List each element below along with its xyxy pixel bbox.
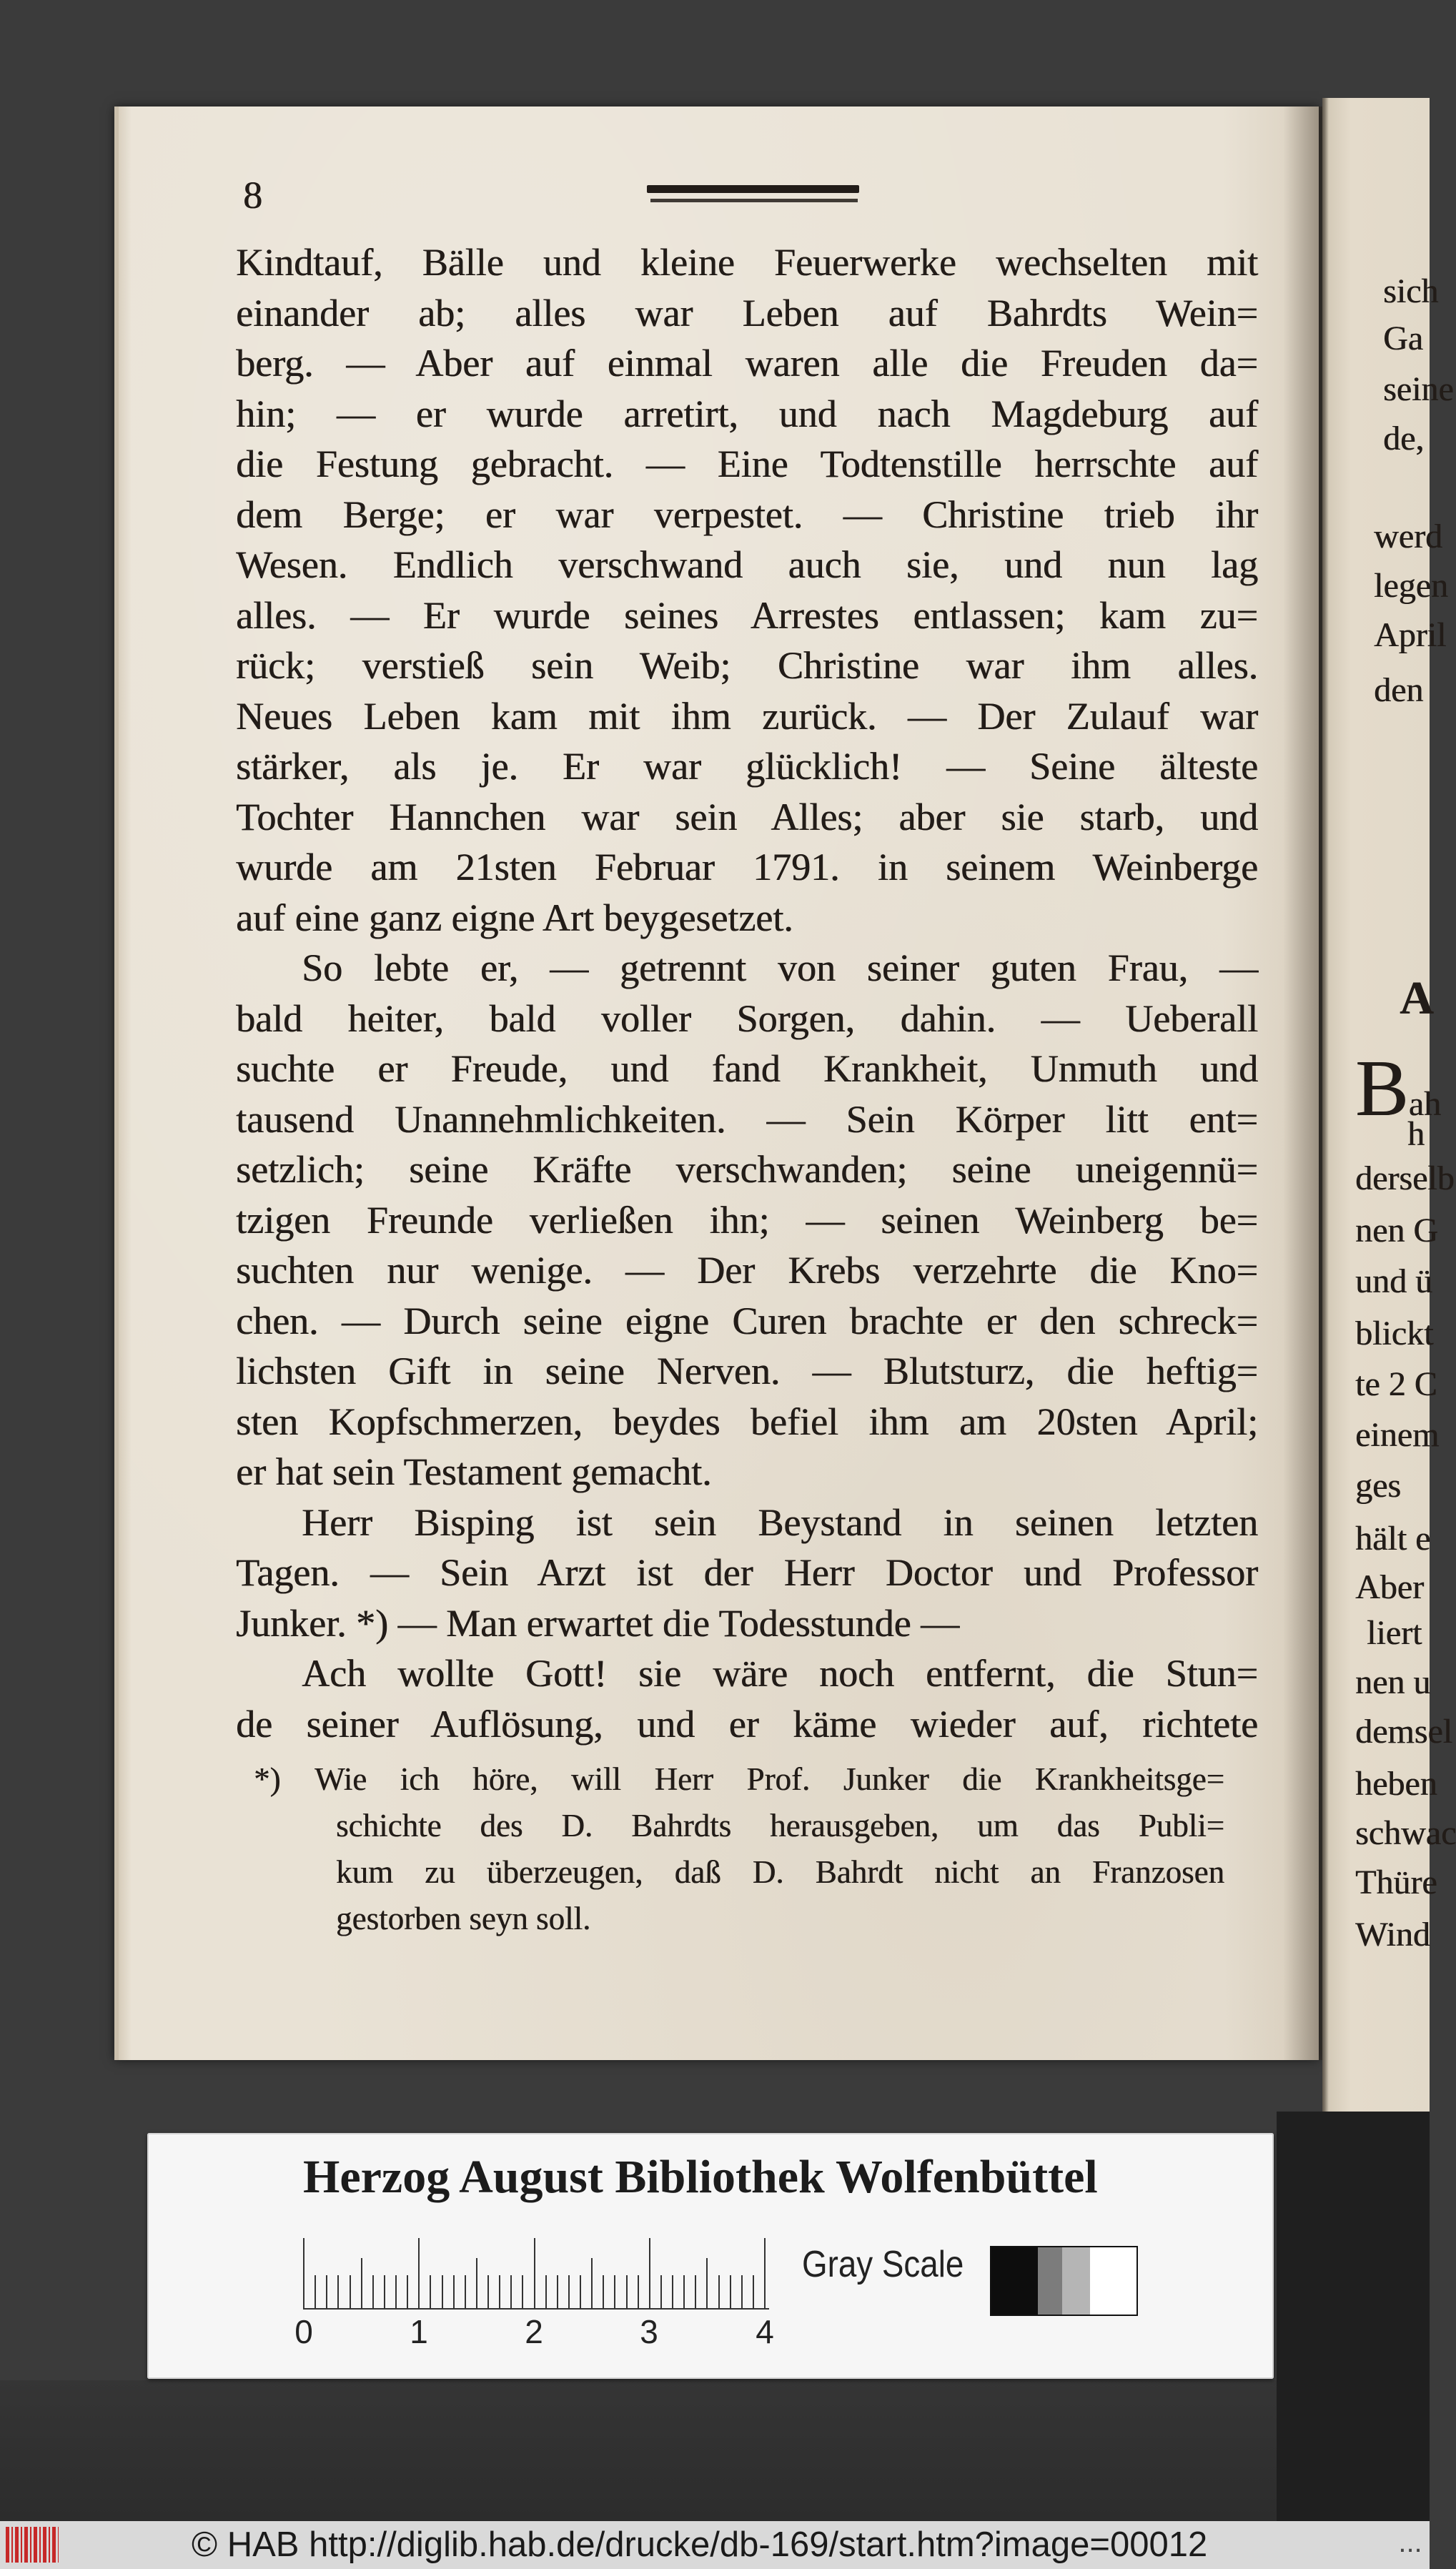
ruler-tick	[649, 2238, 650, 2310]
gray-swatch	[1062, 2247, 1090, 2315]
ruler-tick	[372, 2275, 374, 2310]
facing-page	[1322, 98, 1456, 2112]
more-options-button[interactable]: ...	[1398, 2527, 1422, 2558]
page-body-text	[236, 237, 1258, 1749]
ruler-tick	[499, 2275, 500, 2310]
text-line: Tagen. — Sein Arzt ist der Herr Doctor und Professor	[236, 1551, 1258, 1594]
text-line: Wesen. Endlich verschwand auch sie, und nun lag	[236, 543, 1258, 586]
ruler-tick	[591, 2258, 593, 2310]
ruler-tick	[522, 2275, 523, 2310]
footnote-marker: *)	[254, 1761, 281, 1797]
permalink[interactable]	[192, 2521, 1207, 2569]
text-line: er hat sein Testament gemacht.	[236, 1450, 712, 1493]
text-line: chen. — Durch seine eigne Curen brachte er den schreck=	[236, 1299, 1258, 1342]
ruler-tick	[706, 2258, 708, 2310]
ruler-tick	[672, 2275, 673, 2310]
gray-swatch	[1090, 2247, 1136, 2315]
text-line: suchten nur wenige. — Der Krebs verzehrte die Kno=	[236, 1249, 1258, 1292]
facing-page-text-fragment: seine	[1383, 370, 1454, 408]
ruler-tick	[315, 2275, 316, 2310]
ruler-tick	[418, 2238, 420, 2310]
facing-page-text-fragment: einem	[1355, 1416, 1440, 1454]
footnote	[254, 1756, 1233, 1949]
facing-page-text-fragment: heben	[1355, 1765, 1437, 1803]
page-number: 8	[243, 174, 262, 217]
facing-page-text-fragment: Bah	[1355, 1044, 1442, 1133]
gray-swatch	[1038, 2247, 1062, 2315]
facing-page-text-fragment: nen u	[1355, 1663, 1431, 1701]
facing-page-text-fragment: Wind	[1355, 1916, 1430, 1954]
text-line: tausend Unannehmlichkeiten. — Sein Körper litt ent=	[236, 1097, 1258, 1141]
ruler-tick	[326, 2275, 327, 2310]
facing-page-text-fragment: ges	[1355, 1467, 1401, 1505]
ruler-number: 4	[756, 2313, 774, 2350]
text-line: hin; — er wurde arretirt, und nach Magdeburg auf	[236, 392, 1258, 435]
facing-page-text-fragment: te 2 C	[1355, 1365, 1437, 1403]
ruler-number: 3	[640, 2313, 658, 2350]
ruler-tick	[718, 2275, 720, 2310]
footnote-line: schichte des D. Bahrdts herausgeben, um das Publi=	[336, 1808, 1224, 1843]
ruler-tick	[442, 2275, 443, 2310]
viewer-background-shadow	[1277, 2112, 1430, 2521]
text-line: alles. — Er wurde seines Arrestes entlassen; kam zu=	[236, 593, 1258, 637]
text-line: de seiner Auflösung, und er käme wieder auf, richtete	[236, 1702, 1258, 1746]
footnote-line: gestorben seyn soll.	[336, 1901, 591, 1936]
gray-scale-swatches	[990, 2246, 1138, 2316]
text-line: setzlich; seine Kräfte verschwanden; seine uneigennü=	[236, 1148, 1258, 1191]
ruler-tick	[430, 2275, 431, 2310]
text-line: bald heiter, bald voller Sorgen, dahin. — Ueberall	[236, 996, 1258, 1040]
text-line: stärker, als je. Er war glücklich! — Seine älteste	[236, 745, 1258, 788]
facing-page-text-fragment: werd	[1374, 518, 1442, 555]
ruler-tick	[753, 2275, 754, 2310]
facing-page-text-fragment: derselb	[1355, 1159, 1455, 1197]
permalink-url: http://diglib.hab.de/drucke/db-169/start.htm?image=00012	[309, 2525, 1208, 2564]
text-line: Tochter Hannchen war sein Alles; aber sie starb, und	[236, 795, 1258, 838]
facing-page-text-fragment: hält e	[1355, 1520, 1431, 1558]
facing-page-text-fragment: schwac	[1355, 1814, 1456, 1852]
ruler-tick	[453, 2275, 455, 2310]
ruler-tick	[534, 2238, 535, 2310]
ruler-tick	[683, 2275, 685, 2310]
facing-page-heading: A	[1400, 972, 1434, 1024]
ruler-number: 2	[525, 2313, 543, 2350]
facing-page-text-fragment: und ü	[1355, 1262, 1432, 1300]
facing-page-text-fragment: legen	[1374, 567, 1448, 605]
text-line: suchte er Freude, und fand Krankheit, Unmuth und	[236, 1047, 1258, 1090]
copyright-label: © HAB	[192, 2525, 299, 2564]
facing-page-text-fragment: nen G	[1355, 1212, 1438, 1249]
ruler-tick	[510, 2275, 512, 2310]
facing-page-text-fragment: demsel	[1355, 1713, 1452, 1751]
text-line: Herr Bisping ist sein Beystand in seinen letzten	[302, 1500, 1258, 1544]
ruler-tick	[350, 2275, 351, 2310]
color-calibration-card	[147, 2133, 1274, 2379]
text-line: die Festung gebracht. — Eine Todtenstille herrschte auf	[236, 442, 1258, 485]
book-page	[114, 107, 1319, 2060]
ruler-tick	[557, 2275, 558, 2310]
text-line: lichsten Gift in seine Nerven. — Blutsturz, die heftig=	[236, 1350, 1258, 1392]
footnote-text	[315, 1756, 1224, 1942]
facing-page-text-fragment: Ga	[1383, 320, 1423, 357]
facing-page-text-fragment: de,	[1383, 420, 1425, 457]
viewer-footer	[0, 2521, 1430, 2569]
ruler-tick	[603, 2275, 604, 2310]
ruler-tick	[337, 2275, 339, 2310]
ruler-tick	[764, 2238, 766, 2310]
ruler-tick	[545, 2275, 547, 2310]
ruler-tick	[407, 2275, 408, 2310]
text-line: Neues Leben kam mit ihm zurück. — Der Zulauf war	[236, 694, 1258, 738]
facing-page-text-fragment: sich	[1383, 272, 1439, 310]
facing-page-text-fragment: Thüre	[1355, 1863, 1437, 1901]
header-rule-thin	[650, 199, 858, 202]
gray-scale-label: Gray Scale	[802, 2244, 964, 2285]
text-line: auf eine ganz eigne Art beygesetzet.	[236, 896, 793, 939]
text-line: Junker. *) — Man erwartet die Todesstunde —	[236, 1601, 959, 1645]
ruler-tick	[487, 2275, 489, 2310]
book-gutter-shadow	[1283, 107, 1322, 2060]
ruler-tick	[580, 2275, 581, 2310]
ruler-tick	[660, 2275, 662, 2310]
footnote-line: Wie ich höre, will Herr Prof. Junker die Krankheitsge=	[315, 1761, 1224, 1797]
footnote-line: kum zu überzeugen, daß D. Bahrdt nicht an Franzosen	[336, 1854, 1224, 1890]
facing-page-text-fragment: April	[1374, 616, 1447, 654]
text-line: sten Kopfschmerzen, beydes befiel ihm am 20sten April;	[236, 1400, 1258, 1443]
barcode-icon	[6, 2527, 59, 2563]
viewer-background	[0, 2380, 1430, 2521]
ruler-tick	[395, 2275, 397, 2310]
facing-page-text-fragment: Aber	[1355, 1568, 1424, 1606]
ruler-tick	[476, 2258, 477, 2310]
ruler-tick	[638, 2275, 639, 2310]
text-line: tzigen Freunde verließen ihn; — seinen Weinberg be=	[236, 1198, 1258, 1242]
text-line: So lebte er, — getrennt von seiner guten Frau, —	[302, 946, 1258, 989]
text-line: wurde am 21sten Februar 1791. in seinem Weinberge	[236, 846, 1258, 888]
scale-ruler	[303, 2231, 769, 2310]
ruler-tick	[730, 2275, 731, 2310]
ruler-tick	[361, 2258, 362, 2310]
ruler-tick	[303, 2238, 304, 2310]
text-line: einander ab; alles war Leben auf Bahrdts Wein=	[236, 291, 1258, 335]
ruler-tick	[384, 2275, 385, 2310]
facing-page-text-fragment: liert	[1367, 1614, 1422, 1652]
ruler-tick	[614, 2275, 615, 2310]
ruler-tick	[695, 2275, 696, 2310]
facing-page-text-fragment: den	[1374, 671, 1424, 709]
facing-page-text-fragment: blickt	[1355, 1315, 1434, 1352]
facing-page-text-fragment: h	[1407, 1115, 1425, 1153]
ruler-number: 1	[410, 2313, 428, 2350]
ruler-number: 0	[294, 2313, 313, 2350]
text-line: Kindtauf, Bälle und kleine Feuerwerke wechselten mit	[236, 241, 1258, 284]
ruler-tick	[741, 2275, 743, 2310]
text-line: Ach wollte Gott! sie wäre noch entfernt, die Stun=	[302, 1652, 1258, 1695]
text-line: berg. — Aber auf einmal waren alle die Freuden da=	[236, 342, 1258, 385]
text-line: rück; verstieß sein Weib; Christine war ihm alles.	[236, 644, 1258, 687]
ruler-tick	[465, 2275, 466, 2310]
ruler-tick	[626, 2275, 628, 2310]
header-rule-thick	[647, 185, 859, 193]
text-line: dem Berge; er war verpestet. — Christine trieb ihr	[236, 492, 1258, 536]
gray-swatch	[991, 2247, 1038, 2315]
institution-name: Herzog August Bibliothek Wolfenbüttel	[303, 2151, 1098, 2203]
ruler-tick	[568, 2275, 570, 2310]
